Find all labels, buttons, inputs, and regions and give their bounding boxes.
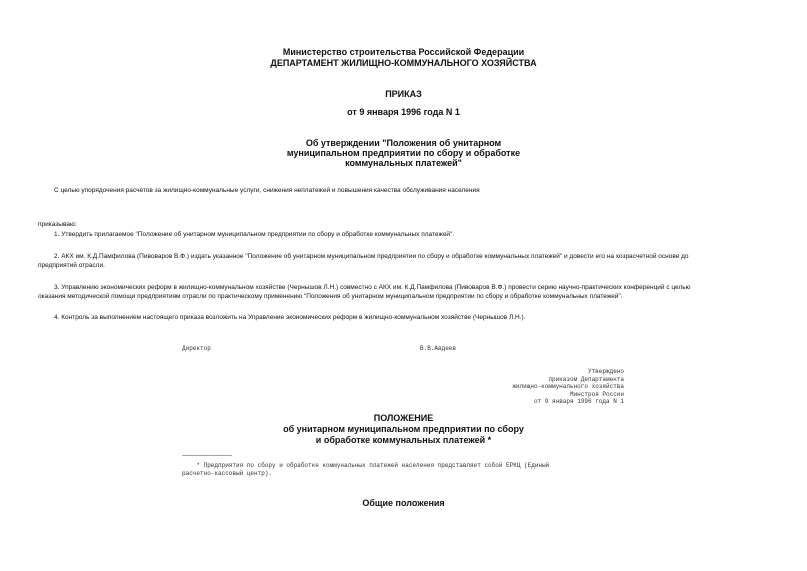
footnote-line-2: расчетно-кассовый центр). (182, 470, 273, 477)
order-item-3-line-2: оказания методической помощи предприятиям отрасли по практическому применению "Положения об унитарном муниципальном предприятии по сбору и обработке коммунальных платежей". (38, 293, 623, 300)
order-title: ПРИКАЗ (385, 89, 422, 99)
order-item-1: 1. Утвердить прилагаемое "Положение об унитарном муниципальном предприятии по сбору и обработке коммунальных платежей". (54, 231, 455, 238)
department-name: ДЕПАРТАМЕНТ ЖИЛИЩНО-КОММУНАЛЬНОГО ХОЗЯЙСТВА (270, 58, 537, 68)
footnote-rule: ──────────────── (182, 452, 232, 459)
order-preamble: С целью упорядочения расчетов за жилищно-коммунальные услуги, снижения неплатежей и повышения качества обслуживания населения (54, 187, 480, 194)
ministry-name: Министерство строительства Российской Федерации (282, 47, 525, 57)
regulation-subtitle-line-1: об унитарном муниципальном предприятии по сбору (283, 424, 524, 434)
section-title-general: Общие положения (362, 498, 445, 508)
approval-line-3: жилищно-коммунального хозяйства (512, 383, 624, 390)
approval-line-1: Утверждено (587, 368, 624, 375)
regulation-title: ПОЛОЖЕНИЕ (373, 413, 434, 423)
approval-line-5: от 9 января 1996 года N 1 (533, 398, 624, 405)
footnote-line-1: * Предприятия по сбору и обработке коммунальных платежей населения представляет собой ЕРКЦ (Единый (182, 462, 550, 469)
order-item-4: 4. Контроль за выполнением настоящего приказа возложить на Управление экономических реформ в жилищно-коммунальном хозяйстве (Чернышов Л.Н.). (54, 314, 526, 321)
order-subject-line-2: муниципальном предприятии по сбору и обработке (286, 148, 521, 158)
order-word: приказываю: (38, 221, 77, 228)
approval-line-2: приказом Департамента (548, 375, 624, 383)
approval-block (512, 368, 624, 406)
regulation-subtitle-line-2: и обработке коммунальных платежей * (315, 435, 492, 445)
signature-role: Директор (182, 345, 211, 352)
order-item-2-line-2: предприятий отрасли. (38, 262, 105, 269)
order-subject-line-3: коммунальных платежей" (345, 158, 462, 168)
order-item-3-line-1: 3. Управлению экономических реформ в жилищно-коммунальном хозяйстве (Чернышов Л.Н.) совместно с АКХ им. К.Д.Памфилова (Пивоваров В.Ф.) провести серию научно-практических конференций с целью (54, 284, 691, 291)
signature-name: В.В.Авдеев (420, 345, 457, 352)
order-subject-line-1: Об утверждении "Положения об унитарном (305, 138, 502, 148)
approval-line-4: Минстроя России (569, 390, 624, 398)
order-item-2-line-1: 2. АКХ им. К.Д.Памфилова (Пивоваров В.Ф.) издать указанное "Положение об унитарном муниципальном предприятии по сбору и обработке коммунальных платежей" и довести его на хозрасчетной основе до (54, 253, 689, 260)
order-date-number: от 9 января 1996 года N 1 (347, 107, 460, 117)
